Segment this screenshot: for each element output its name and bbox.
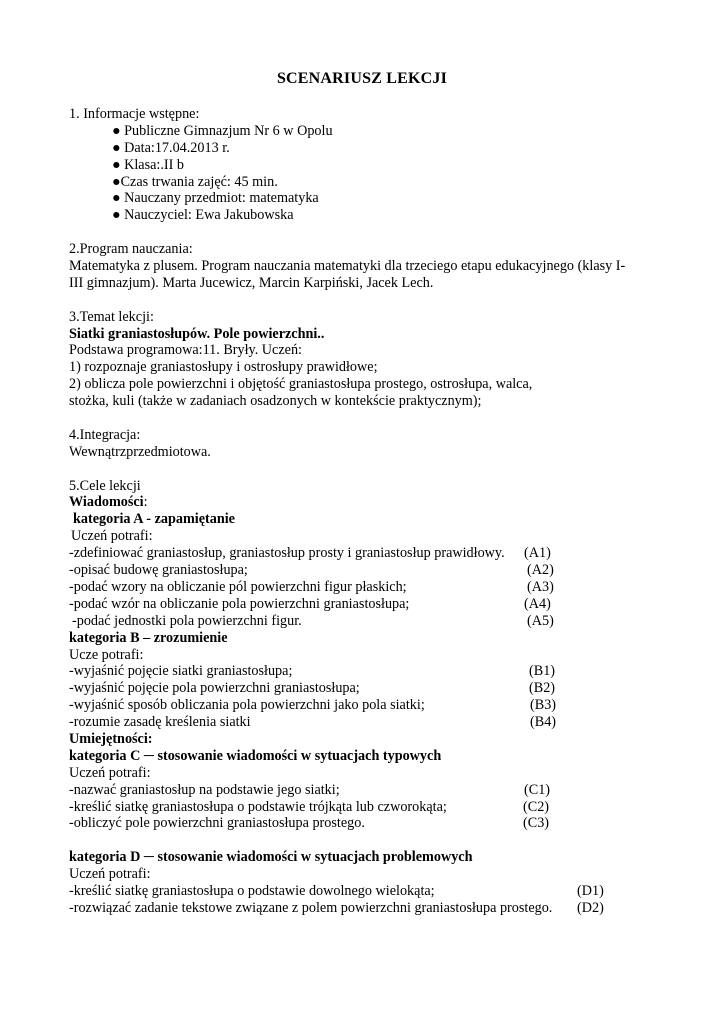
objective-text: -kreślić siatkę graniastosłupa o podstawie trójkąta lub czworokąta; <box>69 798 447 815</box>
section-1-heading: 1. Informacje wstępne: <box>69 106 200 122</box>
category-c-intro: Uczeń potrafi: <box>69 764 151 781</box>
objective-text: -podać wzory na obliczanie pól powierzchni figur płaskich; <box>69 578 407 595</box>
category-a-intro: Uczeń potrafi: <box>71 528 153 545</box>
objective-text: -wyjaśnić pojęcie siatki graniastosłupa; <box>69 663 293 680</box>
section-4-heading: 4.Integracja: <box>69 426 141 443</box>
paragraph-line: 2) oblicza pole powierzchni i objętość graniastosłupa prostego, ostrosłupa, walca, <box>69 376 533 393</box>
objective-row <box>69 680 669 697</box>
paragraph-line: Matematyka z plusem. Program nauczania matematyki dla trzeciego etapu edukacyjnego (klasy I- <box>69 258 626 275</box>
objective-row <box>69 799 669 816</box>
bullet-item: ● Nauczany przedmiot: matematyka <box>112 190 319 207</box>
document-body <box>69 106 669 917</box>
category-a-title: kategoria A - zapamiętanie <box>73 511 235 528</box>
objective-code: (A4) <box>524 595 551 612</box>
umiejetnosci-heading: Umiejętności: <box>69 730 153 747</box>
objective-row <box>69 883 669 900</box>
objective-code: (B4) <box>530 714 557 731</box>
section-5-heading: 5.Cele lekcji <box>69 477 141 494</box>
objective-row <box>69 900 669 917</box>
objective-code: (C1) <box>524 781 551 798</box>
bullet-item: ●Czas trwania zajęć: 45 min. <box>112 173 278 190</box>
objective-row <box>69 596 669 613</box>
objective-text: -rozwiązać zadanie tekstowe związane z polem powierzchni graniastosłupa prostego. <box>69 899 553 916</box>
objective-text: -nazwać graniastosłup na podstawie jego siatki; <box>69 781 340 798</box>
objective-text: -wyjaśnić sposób obliczania pola powierzchni jako pola siatki; <box>69 697 425 714</box>
objective-text: -opisać budowę graniastosłupa; <box>69 562 248 579</box>
objective-text: -kreślić siatkę graniastosłupa o podstawie dowolnego wielokąta; <box>69 882 435 899</box>
category-c-title: kategoria C ─ stosowanie wiadomości w sytuacjach typowych <box>69 747 442 764</box>
document-title: SCENARIUSZ LEKCJI <box>276 70 448 87</box>
objective-code: (B3) <box>530 697 557 714</box>
category-b-title: kategoria B – zrozumienie <box>69 629 228 646</box>
paragraph-line: 1) rozpoznaje graniastosłupy i ostrosłupy prawidłowe; <box>69 359 378 376</box>
objective-code: (B2) <box>529 680 556 697</box>
category-b-intro: Ucze potrafi: <box>69 646 144 663</box>
wiadomosci-label: Wiadomości <box>69 494 144 511</box>
section-3-heading: 3.Temat lekcji: <box>69 308 154 325</box>
paragraph-line: III gimnazjum). Marta Jucewicz, Marcin Karpiński, Jacek Lech. <box>69 274 434 291</box>
objective-code: (A2) <box>527 562 554 579</box>
objective-row <box>69 579 669 596</box>
objective-code: (C2) <box>523 798 550 815</box>
objective-row <box>69 613 669 630</box>
objective-row <box>69 714 669 731</box>
objective-row <box>69 562 669 579</box>
objective-text: -podać jednostki pola powierzchni figur. <box>72 612 302 629</box>
paragraph-line: Podstawa programowa:11. Bryły. Uczeń: <box>69 342 302 359</box>
objective-row <box>69 545 669 562</box>
bullet-item: ● Data:17.04.2013 r. <box>112 139 230 156</box>
objective-row <box>69 663 669 680</box>
wiadomosci-colon: : <box>143 494 148 511</box>
objective-text: -zdefiniować graniastosłup, graniastosłup prosty i graniastosłup prawidłowy. <box>69 545 505 562</box>
objective-row <box>69 782 669 799</box>
bullet-item: ● Klasa:.II b <box>112 156 184 173</box>
objective-code: (D1) <box>577 882 604 899</box>
objective-code: (A5) <box>527 612 554 629</box>
objective-code: (D2) <box>577 899 604 916</box>
objective-row <box>69 815 669 832</box>
objective-code: (A3) <box>527 578 554 595</box>
section-2-heading: 2.Program nauczania: <box>69 241 193 258</box>
category-d-title: kategoria D ─ stosowanie wiadomości w sytuacjach problemowych <box>69 849 473 866</box>
bullet-item: ● Nauczyciel: Ewa Jakubowska <box>112 207 294 224</box>
bullet-item: ● Publiczne Gimnazjum Nr 6 w Opolu <box>112 122 333 139</box>
objective-code: (B1) <box>529 663 556 680</box>
wiadomosci-heading <box>69 494 669 511</box>
objective-text: -podać wzór na obliczanie pola powierzchni graniastosłupa; <box>69 595 410 612</box>
category-d-intro: Uczeń potrafi: <box>69 866 151 883</box>
objective-text: -obliczyć pole powierzchni graniastosłupa prostego. <box>69 815 365 832</box>
objective-code: (A1) <box>524 545 551 562</box>
lesson-topic: Siatki graniastosłupów. Pole powierzchni.. <box>69 325 325 342</box>
integration-text: Wewnątrzprzedmiotowa. <box>69 443 211 460</box>
paragraph-line: stożka, kuli (także w zadaniach osadzonych w kontekście praktycznym); <box>69 393 482 410</box>
objective-text: -rozumie zasadę kreślenia siatki <box>69 714 251 731</box>
objective-code: (C3) <box>523 815 550 832</box>
objective-row <box>69 697 669 714</box>
objective-text: -wyjaśnić pojęcie pola powierzchni graniastosłupa; <box>69 680 360 697</box>
